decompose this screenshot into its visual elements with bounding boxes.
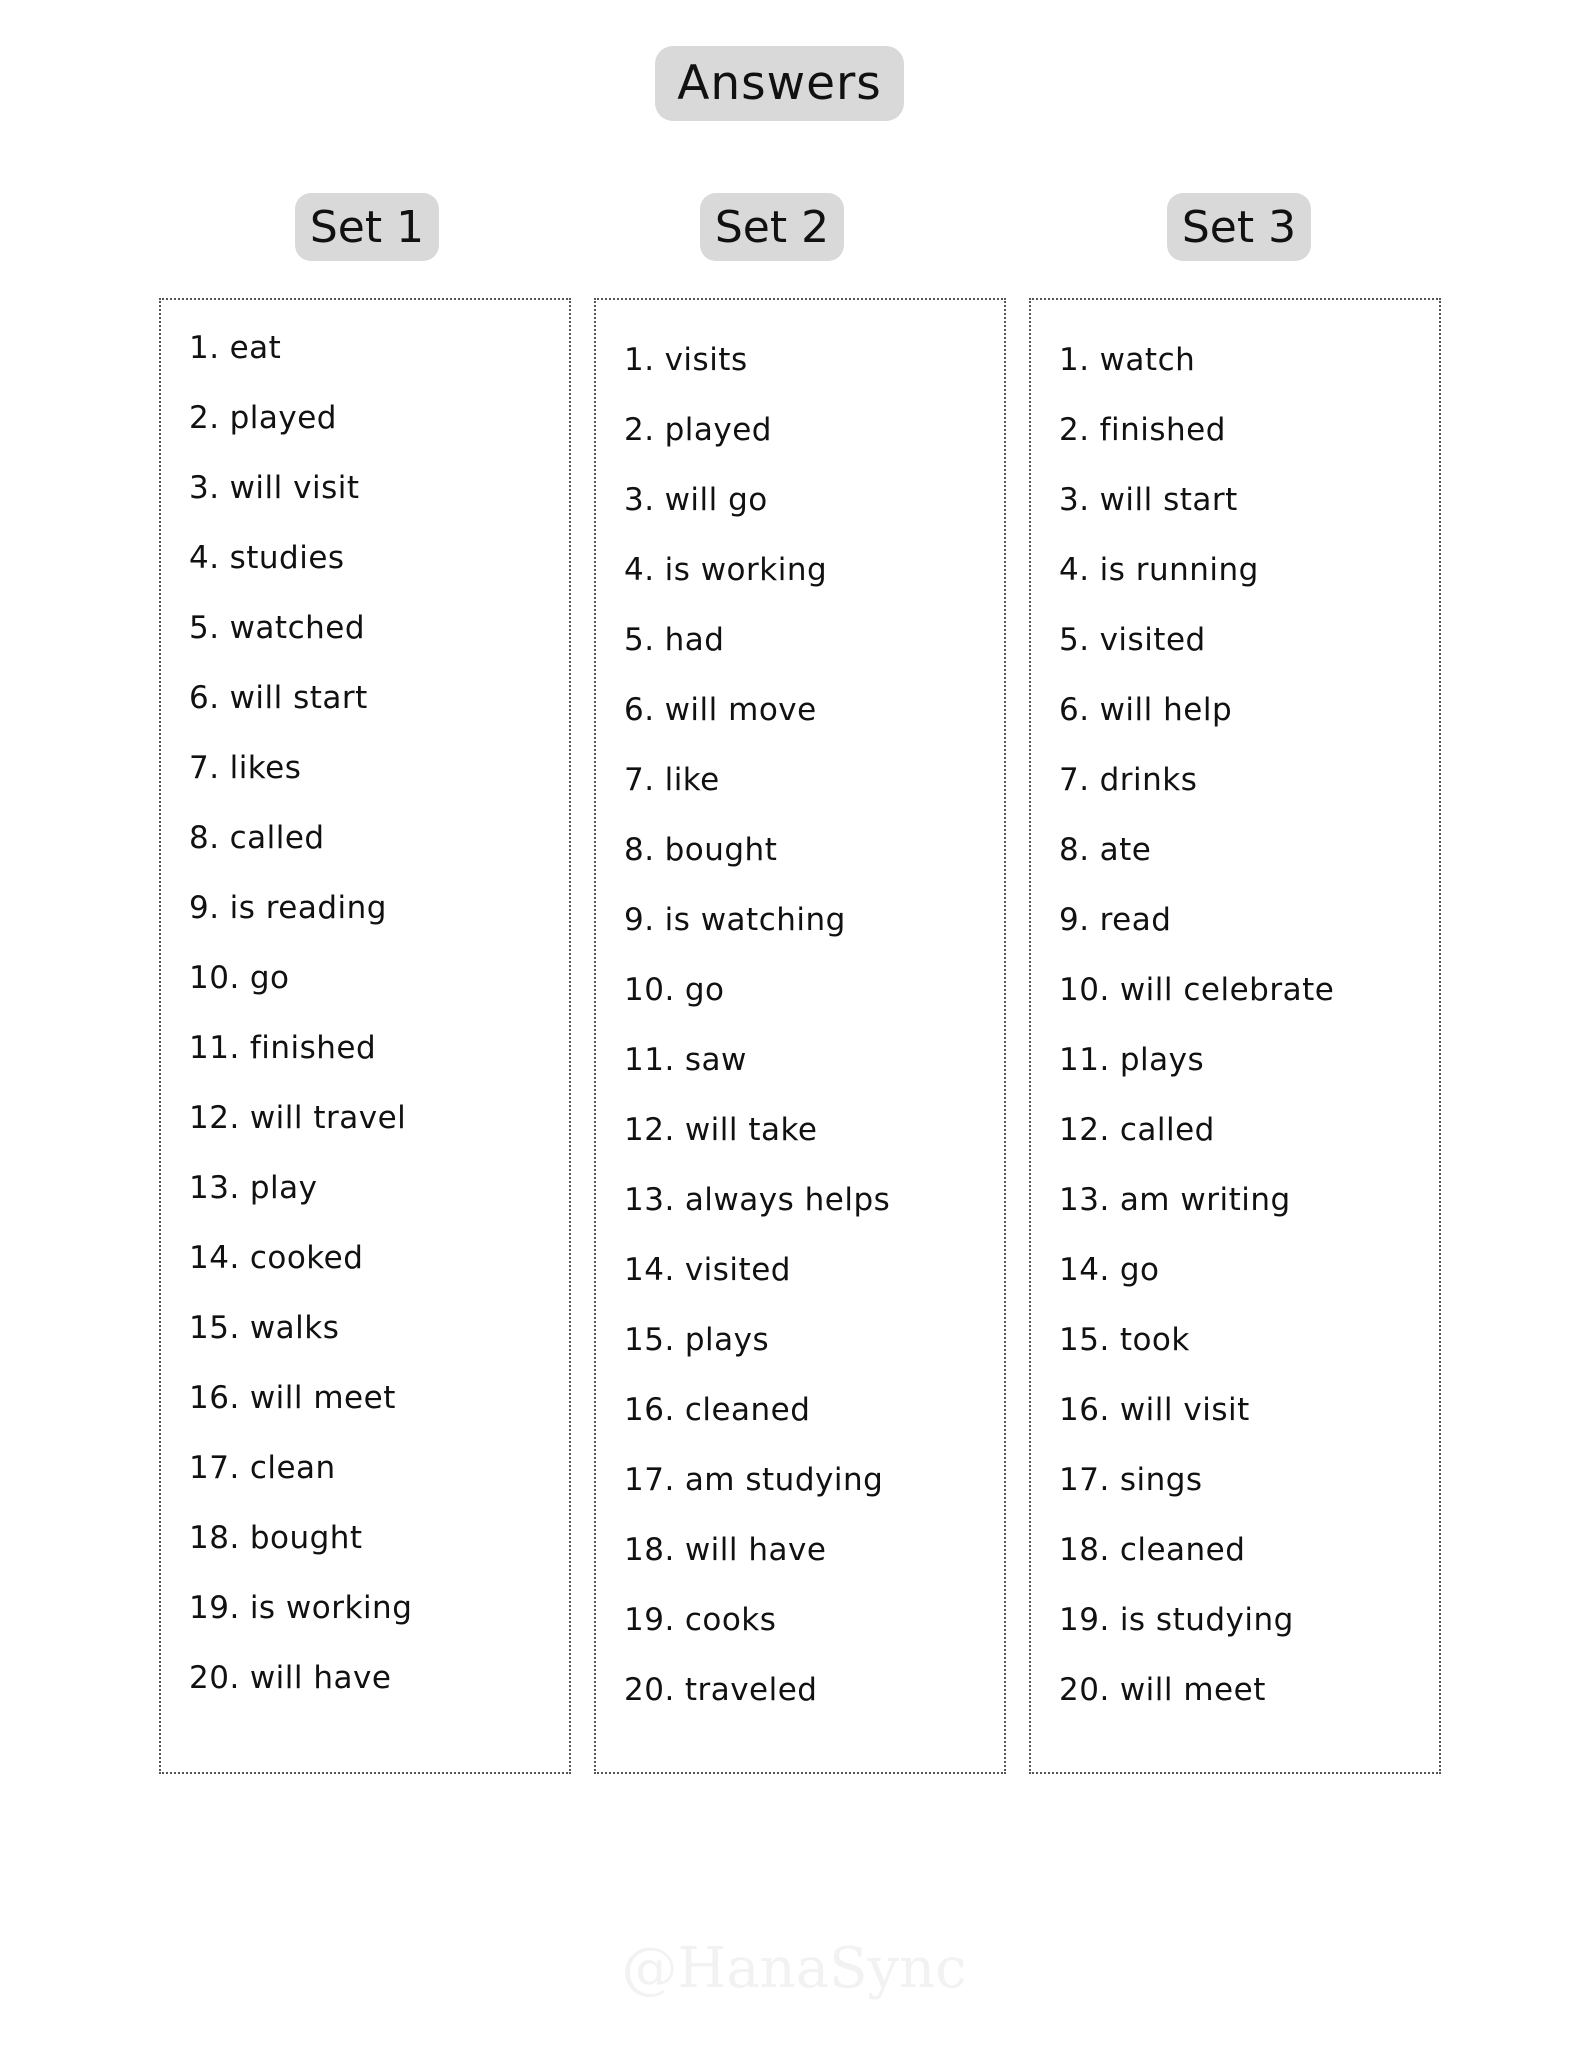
answer-item xyxy=(1059,970,1334,1040)
answer-item xyxy=(624,1390,890,1460)
answer-item xyxy=(624,1600,890,1670)
answer-text: always helps xyxy=(684,1182,891,1218)
answer-item xyxy=(1059,1180,1334,1250)
answer-number: 7. xyxy=(624,762,655,798)
answer-item xyxy=(624,1180,890,1250)
answer-text: walks xyxy=(249,1310,340,1346)
answer-text: is working xyxy=(249,1590,413,1626)
answer-text: traveled xyxy=(684,1672,818,1708)
answer-item xyxy=(1059,830,1334,900)
answer-item xyxy=(1059,480,1334,550)
answer-text: played xyxy=(229,400,337,436)
answer-item xyxy=(189,818,412,888)
answer-item xyxy=(189,958,412,1028)
answer-text: had xyxy=(664,622,725,658)
answer-text: bought xyxy=(664,832,778,868)
answer-item xyxy=(624,1460,890,1530)
answer-item xyxy=(189,748,412,818)
answer-number: 11. xyxy=(189,1030,240,1066)
answer-item xyxy=(1059,900,1334,970)
answer-number: 4. xyxy=(624,552,655,588)
answer-number: 2. xyxy=(1059,412,1090,448)
answer-text: ate xyxy=(1099,832,1152,868)
answer-number: 3. xyxy=(189,470,220,506)
answer-item xyxy=(189,1168,412,1238)
answer-number: 19. xyxy=(624,1602,675,1638)
answer-text: saw xyxy=(684,1042,747,1078)
answer-number: 4. xyxy=(189,540,220,576)
set-1-answer-list xyxy=(189,328,412,1728)
set-1-heading: Set 1 xyxy=(295,193,439,261)
answer-number: 3. xyxy=(1059,482,1090,518)
answer-number: 18. xyxy=(624,1532,675,1568)
answer-text: plays xyxy=(1119,1042,1205,1078)
answer-number: 8. xyxy=(624,832,655,868)
answer-number: 13. xyxy=(1059,1182,1110,1218)
answer-item xyxy=(189,398,412,468)
answer-item xyxy=(624,830,890,900)
answer-number: 13. xyxy=(624,1182,675,1218)
answer-item xyxy=(189,1238,412,1308)
answer-text: cooked xyxy=(249,1240,364,1276)
answer-item xyxy=(189,1658,412,1728)
answer-text: plays xyxy=(684,1322,770,1358)
answer-number: 6. xyxy=(189,680,220,716)
answer-text: go xyxy=(1119,1252,1160,1288)
answer-item xyxy=(1059,1670,1334,1740)
answer-item xyxy=(624,340,890,410)
answer-number: 2. xyxy=(189,400,220,436)
answer-text: will have xyxy=(684,1532,827,1568)
answer-number: 16. xyxy=(1059,1392,1110,1428)
answer-number: 5. xyxy=(624,622,655,658)
answer-number: 16. xyxy=(624,1392,675,1428)
answer-number: 14. xyxy=(624,1252,675,1288)
answer-number: 15. xyxy=(1059,1322,1110,1358)
answer-text: play xyxy=(249,1170,318,1206)
answer-item xyxy=(189,608,412,678)
answer-number: 12. xyxy=(189,1100,240,1136)
answer-number: 17. xyxy=(1059,1462,1110,1498)
answer-number: 10. xyxy=(189,960,240,996)
answer-number: 18. xyxy=(189,1520,240,1556)
answer-number: 1. xyxy=(624,342,655,378)
answer-item xyxy=(1059,1110,1334,1180)
answer-item xyxy=(624,1250,890,1320)
answer-item xyxy=(1059,1460,1334,1530)
answer-number: 10. xyxy=(1059,972,1110,1008)
answer-text: will go xyxy=(664,482,768,518)
answer-number: 17. xyxy=(624,1462,675,1498)
answer-item xyxy=(189,1448,412,1518)
answer-number: 15. xyxy=(189,1310,240,1346)
answer-text: finished xyxy=(1099,412,1226,448)
answer-number: 7. xyxy=(1059,762,1090,798)
answer-item xyxy=(1059,690,1334,760)
page-title: Answers xyxy=(655,46,904,121)
answer-item xyxy=(189,1098,412,1168)
answer-item xyxy=(624,1670,890,1740)
answer-number: 16. xyxy=(189,1380,240,1416)
answer-text: will move xyxy=(664,692,817,728)
answer-text: will take xyxy=(684,1112,818,1148)
answer-text: will meet xyxy=(249,1380,396,1416)
answer-number: 10. xyxy=(624,972,675,1008)
answer-text: am writing xyxy=(1119,1182,1291,1218)
answer-text: cleaned xyxy=(684,1392,811,1428)
answer-text: will travel xyxy=(249,1100,407,1136)
answer-number: 18. xyxy=(1059,1532,1110,1568)
answer-number: 5. xyxy=(1059,622,1090,658)
answer-item xyxy=(624,620,890,690)
answer-text: is reading xyxy=(229,890,387,926)
set-3-answer-list xyxy=(1059,340,1334,1740)
answer-item xyxy=(1059,1320,1334,1390)
answer-number: 19. xyxy=(189,1590,240,1626)
answer-text: sings xyxy=(1119,1462,1203,1498)
answer-item xyxy=(1059,1600,1334,1670)
answer-item xyxy=(624,900,890,970)
set-3-heading: Set 3 xyxy=(1167,193,1311,261)
answer-text: likes xyxy=(229,750,302,786)
answer-text: is working xyxy=(664,552,828,588)
answer-number: 14. xyxy=(1059,1252,1110,1288)
answer-number: 3. xyxy=(624,482,655,518)
answer-text: visits xyxy=(664,342,748,378)
answer-text: will visit xyxy=(229,470,360,506)
answer-number: 9. xyxy=(624,902,655,938)
answer-text: read xyxy=(1099,902,1172,938)
answer-number: 20. xyxy=(624,1672,675,1708)
answer-item xyxy=(624,1530,890,1600)
answer-text: visited xyxy=(684,1252,791,1288)
answer-number: 12. xyxy=(1059,1112,1110,1148)
answer-text: called xyxy=(229,820,325,856)
answer-item xyxy=(624,550,890,620)
answer-item xyxy=(624,1040,890,1110)
answer-item xyxy=(189,328,412,398)
answer-number: 14. xyxy=(189,1240,240,1276)
answer-number: 1. xyxy=(189,330,220,366)
answer-number: 5. xyxy=(189,610,220,646)
answer-text: will celebrate xyxy=(1119,972,1335,1008)
answer-number: 19. xyxy=(1059,1602,1110,1638)
answer-text: cooks xyxy=(684,1602,777,1638)
set-2-answer-box xyxy=(594,298,1006,1774)
set-3-answer-box xyxy=(1029,298,1441,1774)
answer-text: will meet xyxy=(1119,1672,1266,1708)
answer-item xyxy=(189,1308,412,1378)
answer-item xyxy=(1059,1390,1334,1460)
answer-text: is studying xyxy=(1119,1602,1294,1638)
answer-text: will have xyxy=(249,1660,392,1696)
answer-text: clean xyxy=(249,1450,336,1486)
answer-text: visited xyxy=(1099,622,1206,658)
answer-text: took xyxy=(1119,1322,1190,1358)
answer-text: finished xyxy=(249,1030,377,1066)
answer-text: go xyxy=(684,972,725,1008)
answer-number: 2. xyxy=(624,412,655,448)
answer-item xyxy=(189,1588,412,1658)
watermark: @HanaSync xyxy=(621,1936,967,2001)
answer-number: 11. xyxy=(624,1042,675,1078)
answer-item xyxy=(624,970,890,1040)
answer-item xyxy=(1059,760,1334,830)
answer-text: go xyxy=(249,960,290,996)
answer-number: 11. xyxy=(1059,1042,1110,1078)
answer-item xyxy=(189,1028,412,1098)
set-2-answer-list xyxy=(624,340,890,1740)
set-1-answer-box xyxy=(159,298,571,1774)
answer-text: watched xyxy=(229,610,366,646)
answer-text: will start xyxy=(229,680,368,716)
answer-item xyxy=(1059,620,1334,690)
answer-item xyxy=(189,468,412,538)
answer-item xyxy=(1059,1040,1334,1110)
answer-text: am studying xyxy=(684,1462,884,1498)
answer-item xyxy=(1059,550,1334,620)
answer-number: 15. xyxy=(624,1322,675,1358)
answer-text: played xyxy=(664,412,772,448)
answer-text: like xyxy=(664,762,720,798)
answer-item xyxy=(624,410,890,480)
answer-item xyxy=(189,888,412,958)
answer-text: cleaned xyxy=(1119,1532,1246,1568)
answer-text: eat xyxy=(229,330,282,366)
answer-number: 20. xyxy=(189,1660,240,1696)
answer-item xyxy=(624,1110,890,1180)
answer-item xyxy=(1059,1250,1334,1320)
answer-text: drinks xyxy=(1099,762,1198,798)
answer-item xyxy=(1059,410,1334,480)
answer-item xyxy=(1059,340,1334,410)
answer-number: 9. xyxy=(189,890,220,926)
answer-item xyxy=(624,760,890,830)
answer-item xyxy=(189,538,412,608)
answer-number: 8. xyxy=(1059,832,1090,868)
answer-text: will visit xyxy=(1119,1392,1250,1428)
answer-item xyxy=(1059,1530,1334,1600)
answer-text: is watching xyxy=(664,902,846,938)
answer-text: watch xyxy=(1099,342,1196,378)
answer-number: 13. xyxy=(189,1170,240,1206)
answer-item xyxy=(189,678,412,748)
answer-number: 6. xyxy=(1059,692,1090,728)
answer-number: 20. xyxy=(1059,1672,1110,1708)
answer-number: 4. xyxy=(1059,552,1090,588)
answer-text: bought xyxy=(249,1520,363,1556)
answer-text: is running xyxy=(1099,552,1259,588)
answer-item xyxy=(189,1518,412,1588)
answer-item xyxy=(189,1378,412,1448)
answer-number: 6. xyxy=(624,692,655,728)
answer-number: 1. xyxy=(1059,342,1090,378)
answer-text: will help xyxy=(1099,692,1233,728)
answer-text: called xyxy=(1119,1112,1215,1148)
answer-number: 12. xyxy=(624,1112,675,1148)
answer-number: 17. xyxy=(189,1450,240,1486)
answer-item xyxy=(624,1320,890,1390)
answer-text: studies xyxy=(229,540,345,576)
answer-number: 7. xyxy=(189,750,220,786)
answer-number: 8. xyxy=(189,820,220,856)
answer-number: 9. xyxy=(1059,902,1090,938)
answer-text: will start xyxy=(1099,482,1238,518)
answer-item xyxy=(624,480,890,550)
set-2-heading: Set 2 xyxy=(700,193,844,261)
answer-item xyxy=(624,690,890,760)
